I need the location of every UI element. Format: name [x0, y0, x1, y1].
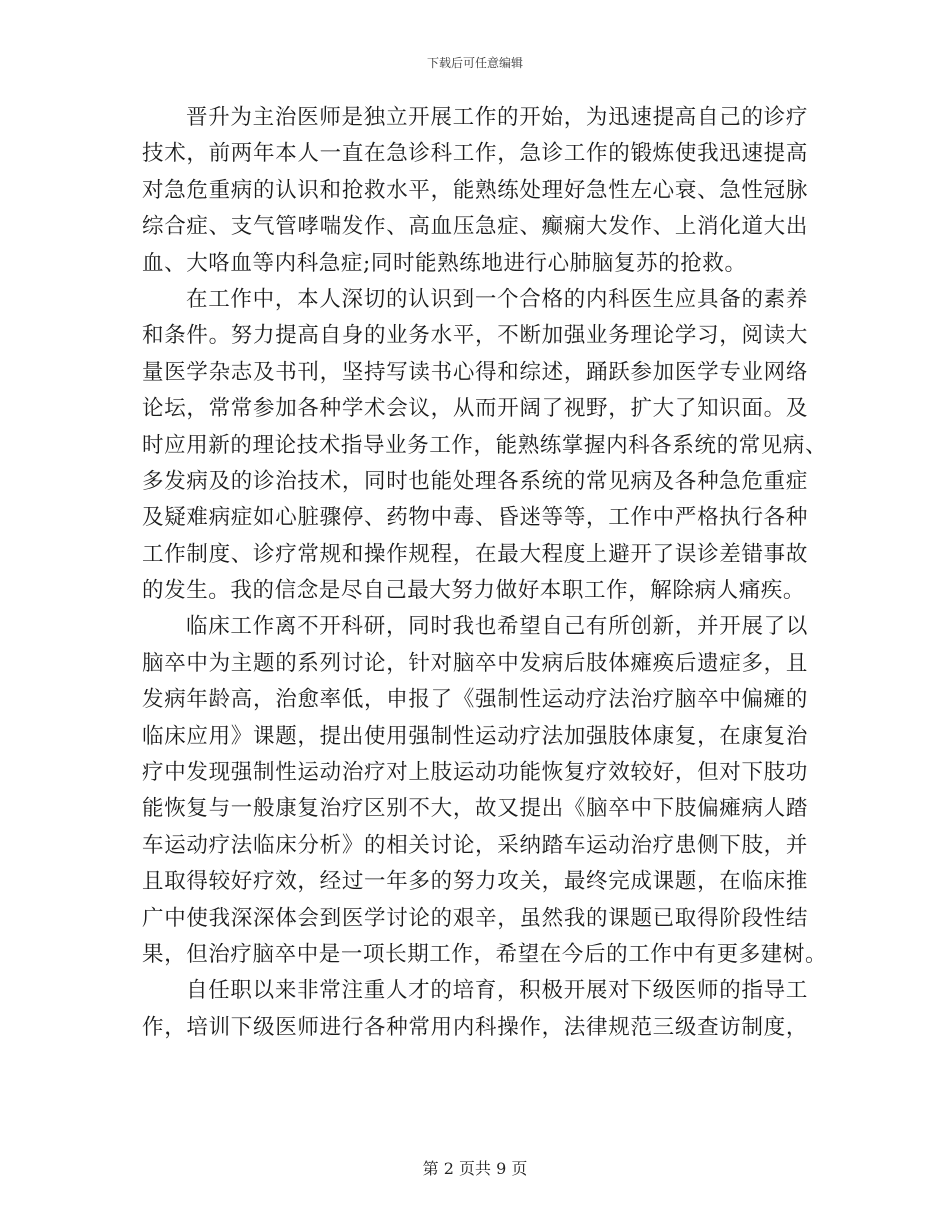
paragraph-line: 果，但治疗脑卒中是一项长期工作，希望在今后的工作中有更多建树。	[142, 941, 828, 967]
paragraph-line: 多发病及的诊治技术，同时也能处理各系统的常见病及各种急危重症	[142, 468, 808, 494]
paragraph-line: 脑卒中为主题的系列讨论，针对脑卒中发病后肢体瘫痪后遗症多，且	[142, 650, 808, 676]
paragraph-line: 血、大咯血等内科急症;同时能熟练地进行心肺脑复苏的抢救。	[142, 250, 747, 276]
paragraph-line: 综合症、支气管哮喘发作、高血压急症、癫痫大发作、上消化道大出	[142, 214, 808, 240]
paragraph-line: 临床应用》课题，提出使用强制性运动疗法加强肢体康复，在康复治	[142, 723, 808, 749]
paragraph-4	[142, 973, 808, 1046]
paragraph-3	[142, 609, 828, 973]
page-number: 第 2 页共 9 页	[422, 1159, 528, 1178]
document-body	[142, 100, 828, 1046]
paragraph-line: 工作制度、诊疗常规和操作规程，在最大程度上避开了误诊差错事故	[142, 541, 808, 567]
paragraph-line: 临床工作离不开科研，同时我也希望自己有所创新，并开展了以	[186, 614, 808, 640]
paragraph-line: 和条件。努力提高自身的业务水平，不断加强业务理论学习，阅读大	[142, 323, 808, 349]
paragraph-line: 车运动疗法临床分析》的相关讨论，采纳踏车运动治疗患侧下肢，并	[142, 832, 808, 858]
paragraph-1	[142, 100, 808, 282]
paragraph-line: 在工作中，本人深切的认识到一个合格的内科医生应具备的素养	[186, 286, 808, 312]
paragraph-line: 对急危重病的认识和抢救水平，能熟练处理好急性左心衰、急性冠脉	[142, 177, 808, 203]
paragraph-line: 量医学杂志及书刊，坚持写读书心得和综述，踊跃参加医学专业网络	[142, 359, 808, 385]
paragraph-line: 能恢复与一般康复治疗区别不大，故又提出《脑卒中下肢偏瘫病人踏	[142, 796, 808, 822]
paragraph-line: 发病年龄高，治愈率低，申报了《强制性运动疗法治疗脑卒中偏瘫的	[142, 687, 808, 713]
paragraph-line: 疗中发现强制性运动治疗对上肢运动功能恢复疗效较好，但对下肢功	[142, 760, 808, 786]
paragraph-2	[142, 282, 828, 610]
paragraph-line: 论坛，常常参加各种学术会议，从而开阔了视野，扩大了知识面。及	[142, 396, 808, 422]
paragraph-line: 自任职以来非常注重人才的培育，积极开展对下级医师的指导工	[186, 978, 808, 1004]
page-header: 下载后可任意编辑	[426, 56, 523, 70]
paragraph-line: 时应用新的理论技术指导业务工作，能熟练掌握内科各系统的常见病、	[142, 432, 828, 458]
paragraph-line: 晋升为主治医师是独立开展工作的开始，为迅速提高自己的诊疗	[186, 105, 808, 130]
paragraph-line: 及疑难病症如心脏骤停、药物中毒、昏迷等等，工作中严格执行各种	[142, 505, 808, 531]
paragraph-line: 的发生。我的信念是尽自己最大努力做好本职工作，解除病人痛疾。	[142, 578, 806, 604]
paragraph-line: 作，培训下级医师进行各种常用内科操作，法律规范三级查访制度，	[142, 1014, 808, 1040]
paragraph-line: 广中使我深深体会到医学讨论的艰辛，虽然我的课题已取得阶段性结	[142, 905, 808, 931]
paragraph-line: 且取得较好疗效，经过一年多的努力攻关，最终完成课题，在临床推	[142, 869, 808, 895]
paragraph-line: 技术，前两年本人一直在急诊科工作，急诊工作的锻炼使我迅速提高	[142, 141, 808, 167]
